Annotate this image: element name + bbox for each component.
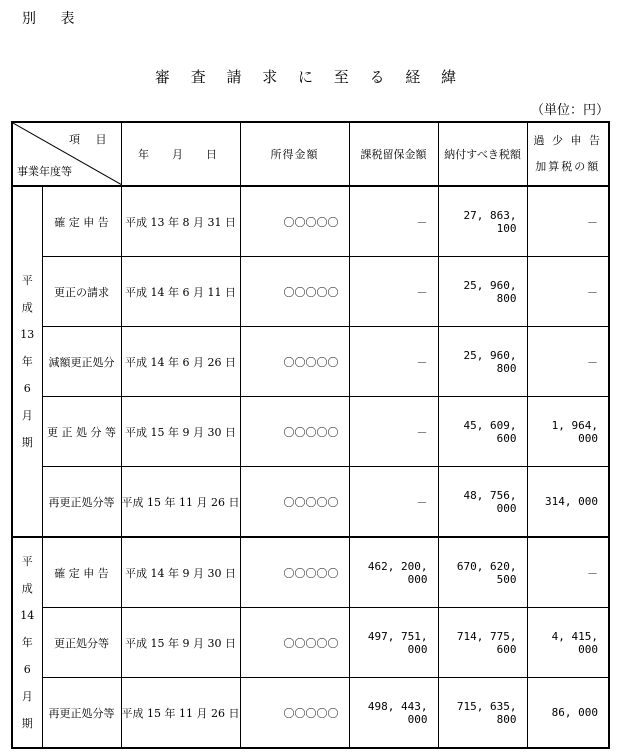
income-cell: 〇〇〇〇〇 <box>240 537 349 608</box>
period-label-char: 期 <box>21 717 33 730</box>
penalty-cell: － <box>527 537 609 608</box>
income-cell: 〇〇〇〇〇 <box>240 608 349 678</box>
tax-cell: 715, 635, 800 <box>438 678 527 749</box>
income-cell: 〇〇〇〇〇 <box>240 397 349 467</box>
reserve-cell: － <box>349 397 438 467</box>
reserve-header: 課税留保金額 <box>349 122 438 186</box>
event-cell: 再更正処分等 <box>42 678 121 749</box>
tax-cell: 45, 609, 600 <box>438 397 527 467</box>
reserve-cell: － <box>349 186 438 257</box>
penalty-cell: － <box>527 257 609 327</box>
reserve-cell: － <box>349 257 438 327</box>
event-cell: 減額更正処分 <box>42 327 121 397</box>
penalty-cell: 4, 415, 000 <box>527 608 609 678</box>
period-label-char: 月 <box>21 409 33 422</box>
history-table <box>11 121 610 749</box>
period-label <box>12 537 42 748</box>
date-cell: 平成 13 年 8 月 31 日 <box>121 186 240 257</box>
period-label-char: 成 <box>21 582 33 595</box>
event-cell: 確 定 申 告 <box>42 537 121 608</box>
tax-cell: 27, 863, 100 <box>438 186 527 257</box>
reserve-cell: 497, 751, 000 <box>349 608 438 678</box>
income-cell: 〇〇〇〇〇 <box>240 327 349 397</box>
event-cell: 更 正 処 分 等 <box>42 397 121 467</box>
period-label-char: 平 <box>21 555 33 568</box>
reserve-cell: － <box>349 327 438 397</box>
date-cell: 平成 14 年 6 月 26 日 <box>121 327 240 397</box>
period-label-char: 6 <box>23 382 31 395</box>
period-label-char: 平 <box>21 274 33 287</box>
tax-cell: 48, 756, 000 <box>438 467 527 538</box>
period-label-char: 期 <box>21 436 33 449</box>
tax-cell: 25, 960, 800 <box>438 327 527 397</box>
reserve-cell: － <box>349 467 438 538</box>
event-cell: 再更正処分等 <box>42 467 121 538</box>
tax-header: 納付すべき税額 <box>438 122 527 186</box>
penalty-header <box>527 122 609 186</box>
date-header: 年 月 日 <box>121 122 240 186</box>
corner-header-cell <box>12 122 121 186</box>
table-row <box>12 257 609 327</box>
period-label-char: 年 <box>21 355 33 368</box>
appendix-label: 別 表 <box>22 11 85 27</box>
event-cell: 確 定 申 告 <box>42 186 121 257</box>
penalty-cell: 314, 000 <box>527 467 609 538</box>
period-label <box>12 186 42 537</box>
date-cell: 平成 15 年 9 月 30 日 <box>121 608 240 678</box>
document-title: 審 査 請 求 に 至 る 経 緯 <box>154 68 465 86</box>
tax-cell: 714, 775, 600 <box>438 608 527 678</box>
penalty-cell: 1, 964, 000 <box>527 397 609 467</box>
date-cell: 平成 15 年 9 月 30 日 <box>121 397 240 467</box>
income-header: 所得金額 <box>240 122 349 186</box>
table-row <box>12 678 609 749</box>
period-label-char: 年 <box>21 636 33 649</box>
date-cell: 平成 14 年 6 月 11 日 <box>121 257 240 327</box>
penalty-header-line1: 過 少 申 告 <box>533 134 602 147</box>
header-row <box>12 122 609 186</box>
event-cell: 更正処分等 <box>42 608 121 678</box>
period-label-char: 13 <box>20 328 35 341</box>
date-cell: 平成 14 年 9 月 30 日 <box>121 537 240 608</box>
unit-label: （単位：円） <box>530 103 609 118</box>
tax-cell: 670, 620, 500 <box>438 537 527 608</box>
table-row <box>12 186 609 257</box>
penalty-cell: － <box>527 186 609 257</box>
event-cell: 更正の請求 <box>42 257 121 327</box>
period-label-char: 14 <box>20 609 35 622</box>
date-cell: 平成 15 年 11 月 26 日 <box>121 678 240 749</box>
table-row <box>12 608 609 678</box>
table-row <box>12 397 609 467</box>
table-row <box>12 537 609 608</box>
period-label-char: 月 <box>21 690 33 703</box>
table-row <box>12 467 609 538</box>
income-cell: 〇〇〇〇〇 <box>240 467 349 538</box>
penalty-header-line2: 加算税の額 <box>535 160 601 173</box>
penalty-cell: 86, 000 <box>527 678 609 749</box>
date-cell: 平成 15 年 11 月 26 日 <box>121 467 240 538</box>
income-cell: 〇〇〇〇〇 <box>240 678 349 749</box>
reserve-cell: 462, 200, 000 <box>349 537 438 608</box>
income-cell: 〇〇〇〇〇 <box>240 257 349 327</box>
komoku-label: 項 目 <box>69 133 113 146</box>
tax-cell: 25, 960, 800 <box>438 257 527 327</box>
period-label-char: 6 <box>23 663 31 676</box>
income-cell: 〇〇〇〇〇 <box>240 186 349 257</box>
reserve-cell: 498, 443, 000 <box>349 678 438 749</box>
table-row <box>12 327 609 397</box>
period-label-char: 成 <box>21 301 33 314</box>
jigyo-label: 事業年度等 <box>17 165 72 178</box>
penalty-cell: － <box>527 327 609 397</box>
